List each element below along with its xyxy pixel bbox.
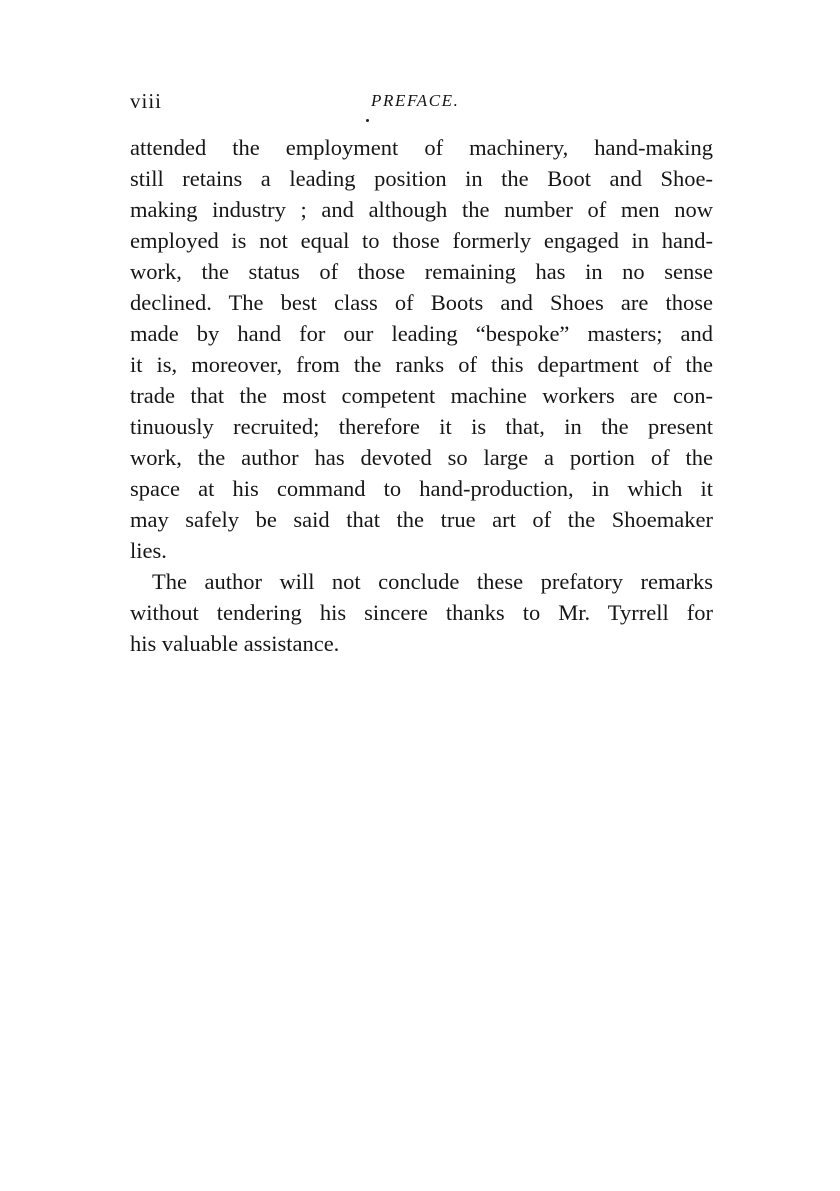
text-line: lies. [130,538,167,563]
page-number: viii [130,89,163,113]
paragraph-continuation [130,132,713,566]
text-line: work, the author has devoted so large a portion of the [130,445,713,470]
text-line: still retains a leading position in the Boot and Shoe- [130,166,713,191]
text-line: work, the status of those remaining has in no sense [130,259,713,284]
text-line: making industry ; and although the number of men now [130,197,713,222]
text-line: it is, moreover, from the ranks of this department of the [130,352,713,377]
text-line: his valuable assistance. [130,631,340,656]
text-line: declined. The best class of Boots and Shoes are those [130,290,713,315]
text-line: employed is not equal to those formerly engaged in hand- [130,228,713,253]
text-line: may safely be said that the true art of the Shoemaker [130,507,713,532]
text-line: without tendering his sincere thanks to Mr. Tyrrell for [130,600,713,625]
text-line: space at his command to hand-production, in which it [130,476,713,501]
body-text [130,132,713,659]
text-line: trade that the most competent machine workers are con- [130,383,713,408]
text-line: made by hand for our leading “bespoke” masters; and [130,321,713,346]
text-line: The author will not conclude these prefatory remarks [152,569,713,594]
print-speck [366,119,369,122]
paragraph-acknowledgement [130,566,713,659]
running-title: PREFACE. [371,91,460,110]
text-line: attended the employment of machinery, hand-making [130,135,713,160]
text-line: tinuously recruited; therefore it is that, in the present [130,414,713,439]
running-header [130,86,713,116]
